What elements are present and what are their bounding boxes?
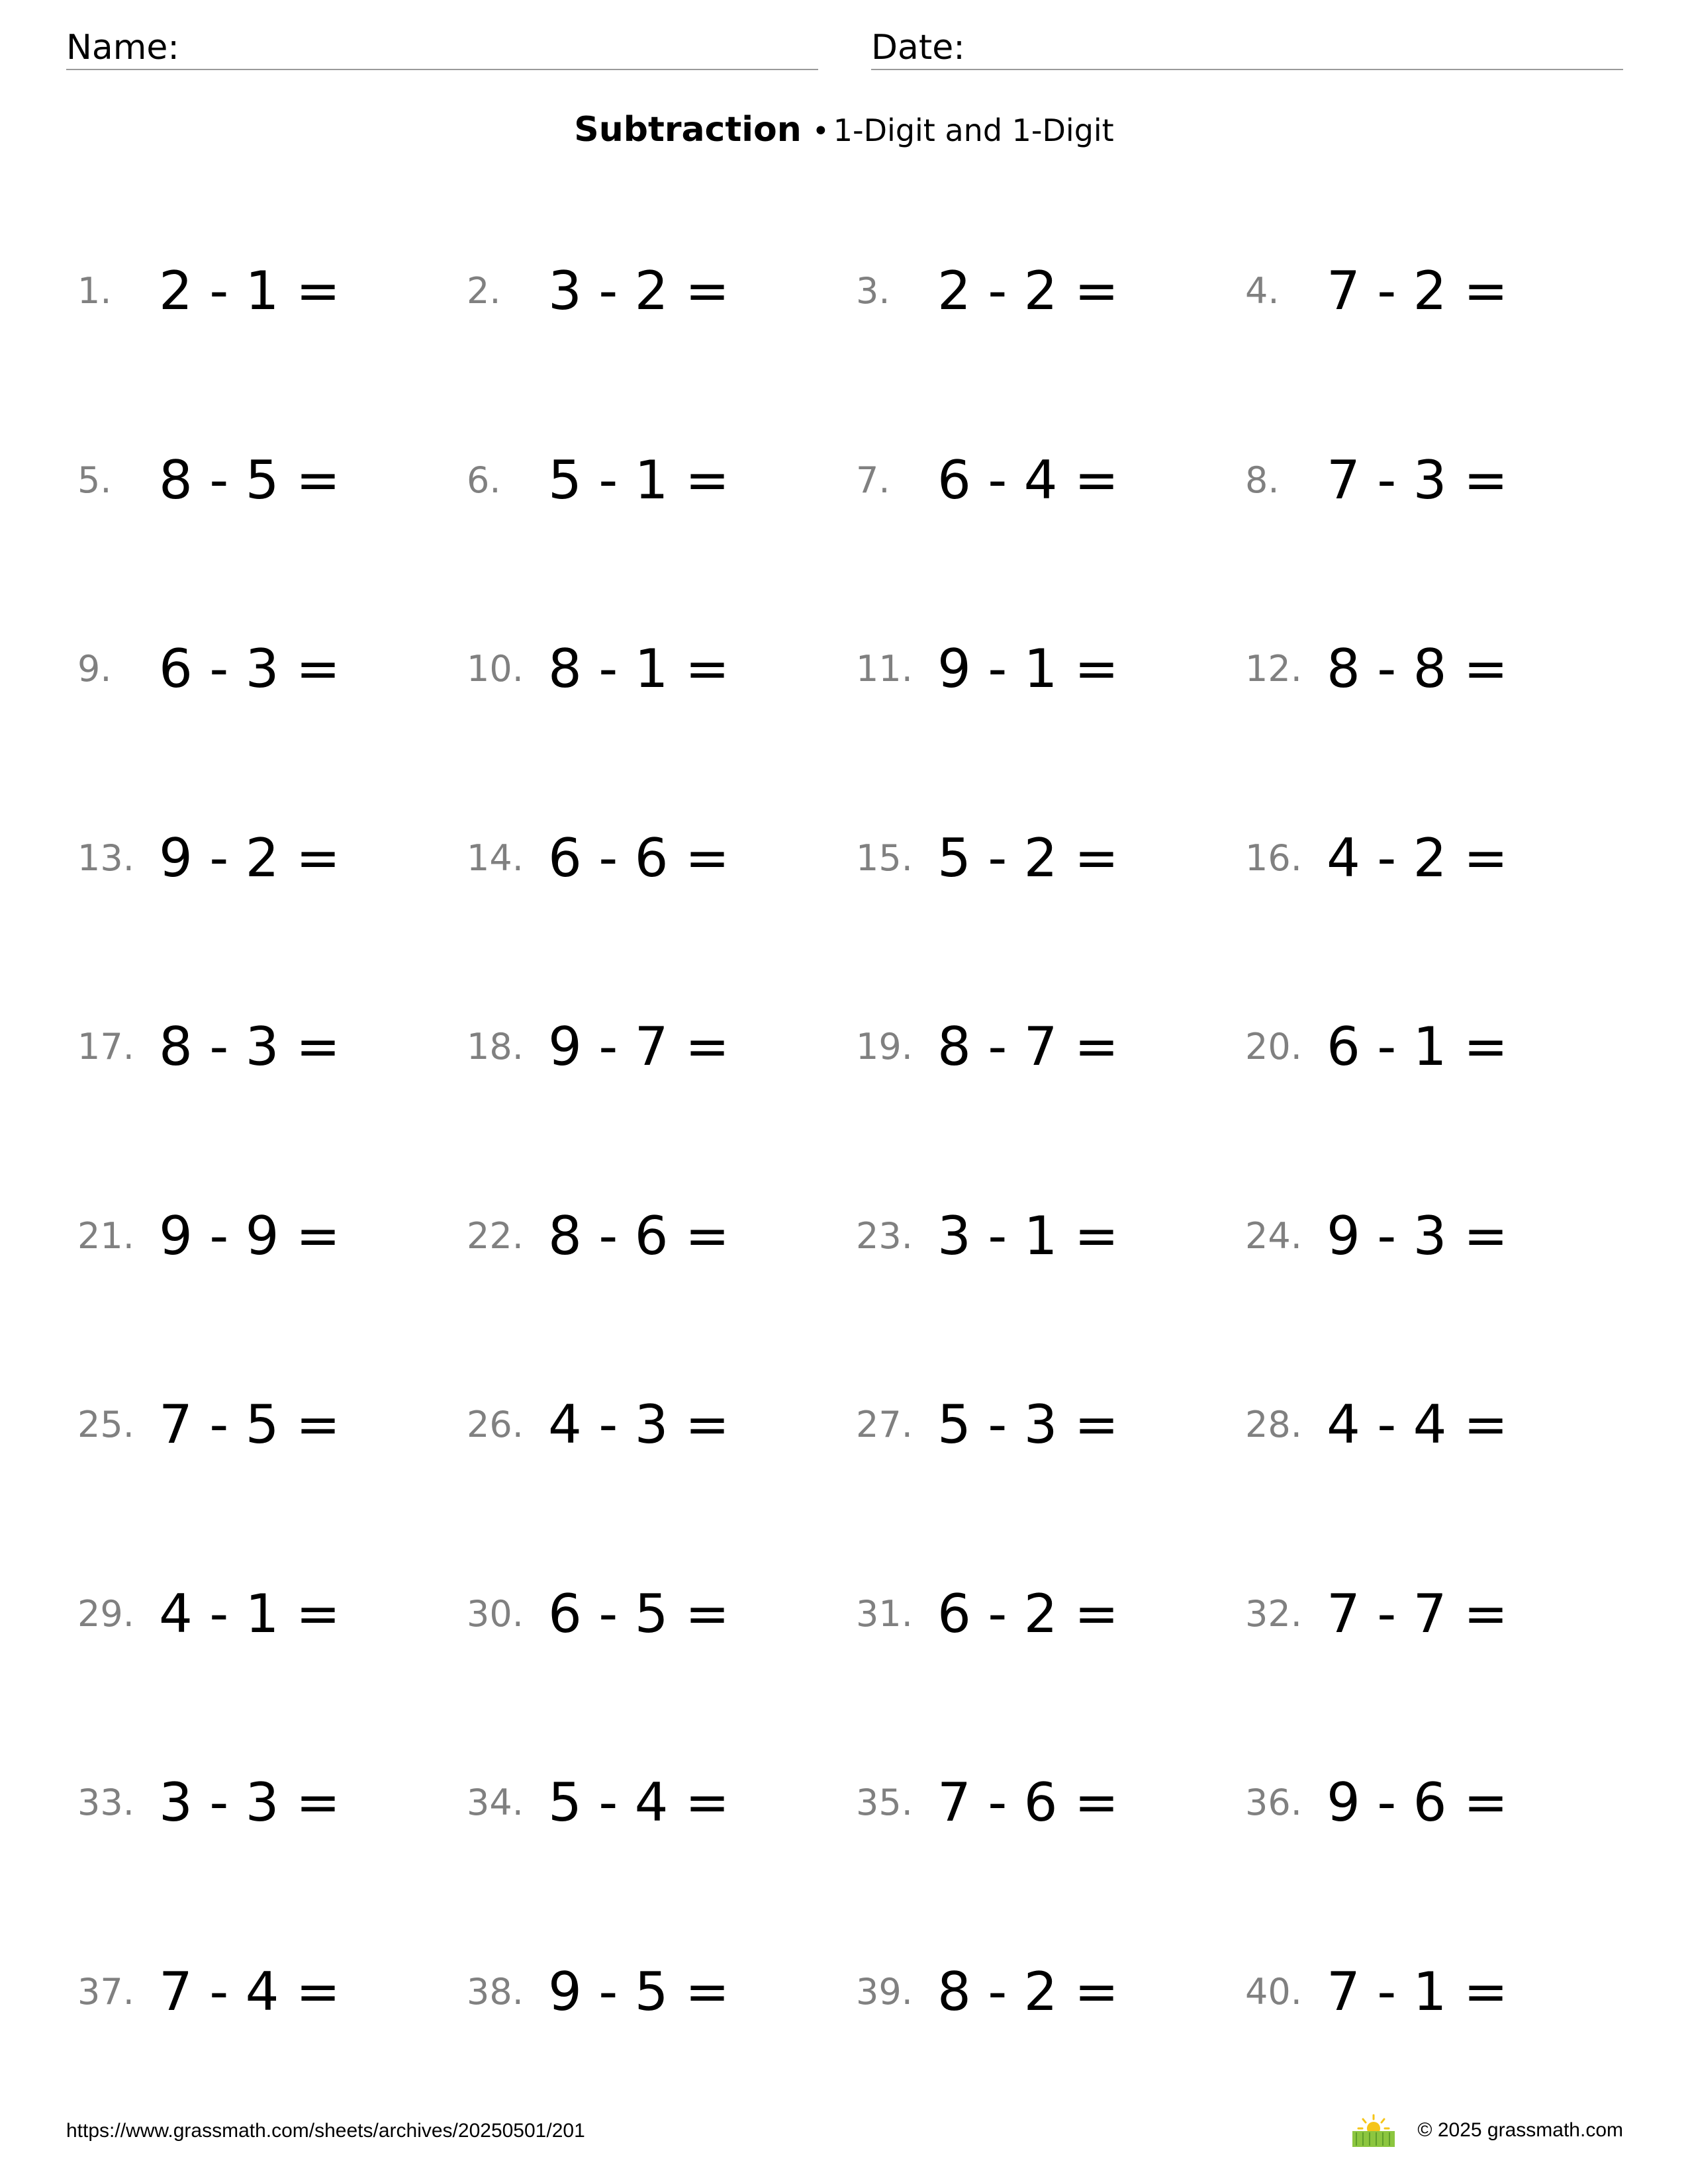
problem-number: 32. <box>1245 1592 1302 1635</box>
problem-item <box>467 779 856 968</box>
problem-number: 33. <box>77 1782 134 1823</box>
title-main: Subtraction <box>574 110 802 150</box>
problem-item <box>77 1913 467 2102</box>
problem-equation: 5 - 1 = <box>548 449 729 511</box>
problem-item <box>77 212 467 401</box>
problem-equation: 6 - 5 = <box>548 1582 729 1645</box>
problem-number: 5. <box>77 459 112 501</box>
name-field[interactable] <box>66 25 818 70</box>
problem-item <box>467 1157 856 1346</box>
problem-item <box>467 1913 856 2102</box>
footer-branding <box>1350 2113 1623 2148</box>
problem-equation: 8 - 1 = <box>548 638 729 700</box>
problem-item <box>856 212 1245 401</box>
problem-number: 39. <box>856 1970 913 2013</box>
problem-grid <box>77 212 1626 2091</box>
problem-item <box>77 1723 467 1913</box>
problem-number: 19. <box>856 1026 913 1068</box>
problem-number: 21. <box>77 1214 134 1257</box>
problem-item <box>77 1535 467 1724</box>
problem-equation: 3 - 2 = <box>548 260 729 322</box>
problem-number: 6. <box>467 459 501 501</box>
problem-number: 34. <box>467 1782 524 1823</box>
problem-number: 8. <box>1245 459 1280 501</box>
problem-item <box>77 968 467 1157</box>
problem-item <box>467 212 856 401</box>
grass-sun-logo-icon <box>1350 2113 1397 2148</box>
problem-equation: 9 - 7 = <box>548 1016 729 1077</box>
problem-equation: 8 - 8 = <box>1327 638 1508 700</box>
problem-number: 14. <box>467 837 524 879</box>
problem-item <box>1245 968 1634 1157</box>
problem-item <box>856 1345 1245 1535</box>
worksheet-title <box>0 106 1688 156</box>
problem-number: 13. <box>77 837 134 879</box>
problem-number: 15. <box>856 837 913 879</box>
problem-equation: 4 - 1 = <box>159 1582 340 1645</box>
problem-number: 36. <box>1245 1782 1302 1823</box>
problem-item <box>467 1723 856 1913</box>
problem-item <box>1245 212 1634 401</box>
problem-item <box>77 590 467 779</box>
problem-number: 20. <box>1245 1026 1302 1068</box>
date-field[interactable] <box>871 25 1623 70</box>
problem-number: 26. <box>467 1404 524 1445</box>
problem-number: 17. <box>77 1026 134 1068</box>
problem-number: 25. <box>77 1404 134 1445</box>
problem-number: 37. <box>77 1970 134 2013</box>
problem-equation: 7 - 7 = <box>1327 1582 1508 1645</box>
problem-equation: 6 - 4 = <box>937 449 1119 511</box>
problem-item <box>1245 1535 1634 1724</box>
title-subtitle: 1-Digit and 1-Digit <box>833 113 1114 148</box>
problem-item <box>856 1723 1245 1913</box>
problem-item <box>77 1345 467 1535</box>
problem-equation: 6 - 2 = <box>937 1582 1119 1645</box>
problem-number: 1. <box>77 270 112 312</box>
problem-number: 4. <box>1245 270 1280 312</box>
problem-number: 2. <box>467 270 501 312</box>
problem-equation: 7 - 5 = <box>159 1394 340 1455</box>
problem-item <box>77 1157 467 1346</box>
problem-item <box>1245 1157 1634 1346</box>
problem-item <box>1245 401 1634 590</box>
problem-number: 16. <box>1245 837 1302 879</box>
problem-number: 7. <box>856 459 890 501</box>
problem-item <box>856 1157 1245 1346</box>
problem-item <box>467 590 856 779</box>
problem-equation: 3 - 3 = <box>159 1772 340 1833</box>
problem-equation: 4 - 2 = <box>1327 827 1508 889</box>
problem-equation: 6 - 6 = <box>548 827 729 889</box>
title-separator: • <box>812 114 829 148</box>
problem-item <box>856 590 1245 779</box>
problem-equation: 9 - 5 = <box>548 1960 729 2023</box>
problem-number: 24. <box>1245 1214 1302 1257</box>
problem-equation: 8 - 2 = <box>937 1960 1119 2023</box>
problem-equation: 7 - 4 = <box>159 1960 340 2023</box>
problem-item <box>467 401 856 590</box>
problem-equation: 6 - 1 = <box>1327 1016 1508 1077</box>
problem-equation: 9 - 1 = <box>937 638 1119 700</box>
problem-number: 18. <box>467 1026 524 1068</box>
problem-item <box>1245 1913 1634 2102</box>
name-label: Name: <box>66 28 179 68</box>
problem-item <box>1245 590 1634 779</box>
problem-equation: 8 - 6 = <box>548 1205 729 1267</box>
problem-equation: 5 - 4 = <box>548 1772 729 1833</box>
problem-equation: 4 - 4 = <box>1327 1394 1508 1455</box>
problem-item <box>1245 779 1634 968</box>
problem-equation: 4 - 3 = <box>548 1394 729 1455</box>
problem-equation: 5 - 3 = <box>937 1394 1119 1455</box>
footer-url: https://www.grassmath.com/sheets/archives/20250501/201 <box>66 2120 585 2142</box>
problem-number: 10. <box>467 648 524 690</box>
problem-item <box>77 779 467 968</box>
problem-number: 31. <box>856 1592 913 1635</box>
problem-equation: 3 - 1 = <box>937 1205 1119 1267</box>
problem-number: 12. <box>1245 648 1302 690</box>
problem-number: 38. <box>467 1970 524 2013</box>
problem-equation: 9 - 6 = <box>1327 1772 1508 1833</box>
footer-copyright: © 2025 grassmath.com <box>1417 2119 1623 2141</box>
problem-equation: 5 - 2 = <box>937 827 1119 889</box>
problem-number: 28. <box>1245 1404 1302 1445</box>
problem-item <box>856 1913 1245 2102</box>
problem-equation: 9 - 3 = <box>1327 1205 1508 1267</box>
problem-item <box>856 1535 1245 1724</box>
problem-equation: 6 - 3 = <box>159 638 340 700</box>
problem-number: 35. <box>856 1782 913 1823</box>
problem-equation: 8 - 7 = <box>937 1016 1119 1077</box>
problem-item <box>856 968 1245 1157</box>
problem-number: 30. <box>467 1592 524 1635</box>
problem-number: 3. <box>856 270 890 312</box>
problem-equation: 7 - 6 = <box>937 1772 1119 1833</box>
problem-item <box>467 968 856 1157</box>
problem-equation: 9 - 9 = <box>159 1205 340 1267</box>
problem-number: 40. <box>1245 1970 1302 2013</box>
problem-item <box>856 401 1245 590</box>
problem-equation: 8 - 3 = <box>159 1016 340 1077</box>
problem-number: 29. <box>77 1592 134 1635</box>
problem-equation: 9 - 2 = <box>159 827 340 889</box>
problem-item <box>1245 1723 1634 1913</box>
problem-item <box>467 1535 856 1724</box>
problem-item <box>77 401 467 590</box>
date-label: Date: <box>871 28 965 68</box>
problem-number: 27. <box>856 1404 913 1445</box>
problem-equation: 7 - 1 = <box>1327 1960 1508 2023</box>
problem-number: 9. <box>77 648 112 690</box>
problem-item <box>856 779 1245 968</box>
problem-number: 23. <box>856 1214 913 1257</box>
problem-number: 11. <box>856 648 913 690</box>
problem-equation: 7 - 2 = <box>1327 260 1508 322</box>
problem-equation: 2 - 1 = <box>159 260 340 322</box>
problem-item <box>467 1345 856 1535</box>
problem-number: 22. <box>467 1214 524 1257</box>
problem-equation: 2 - 2 = <box>937 260 1119 322</box>
problem-equation: 7 - 3 = <box>1327 449 1508 511</box>
problem-item <box>1245 1345 1634 1535</box>
problem-equation: 8 - 5 = <box>159 449 340 511</box>
